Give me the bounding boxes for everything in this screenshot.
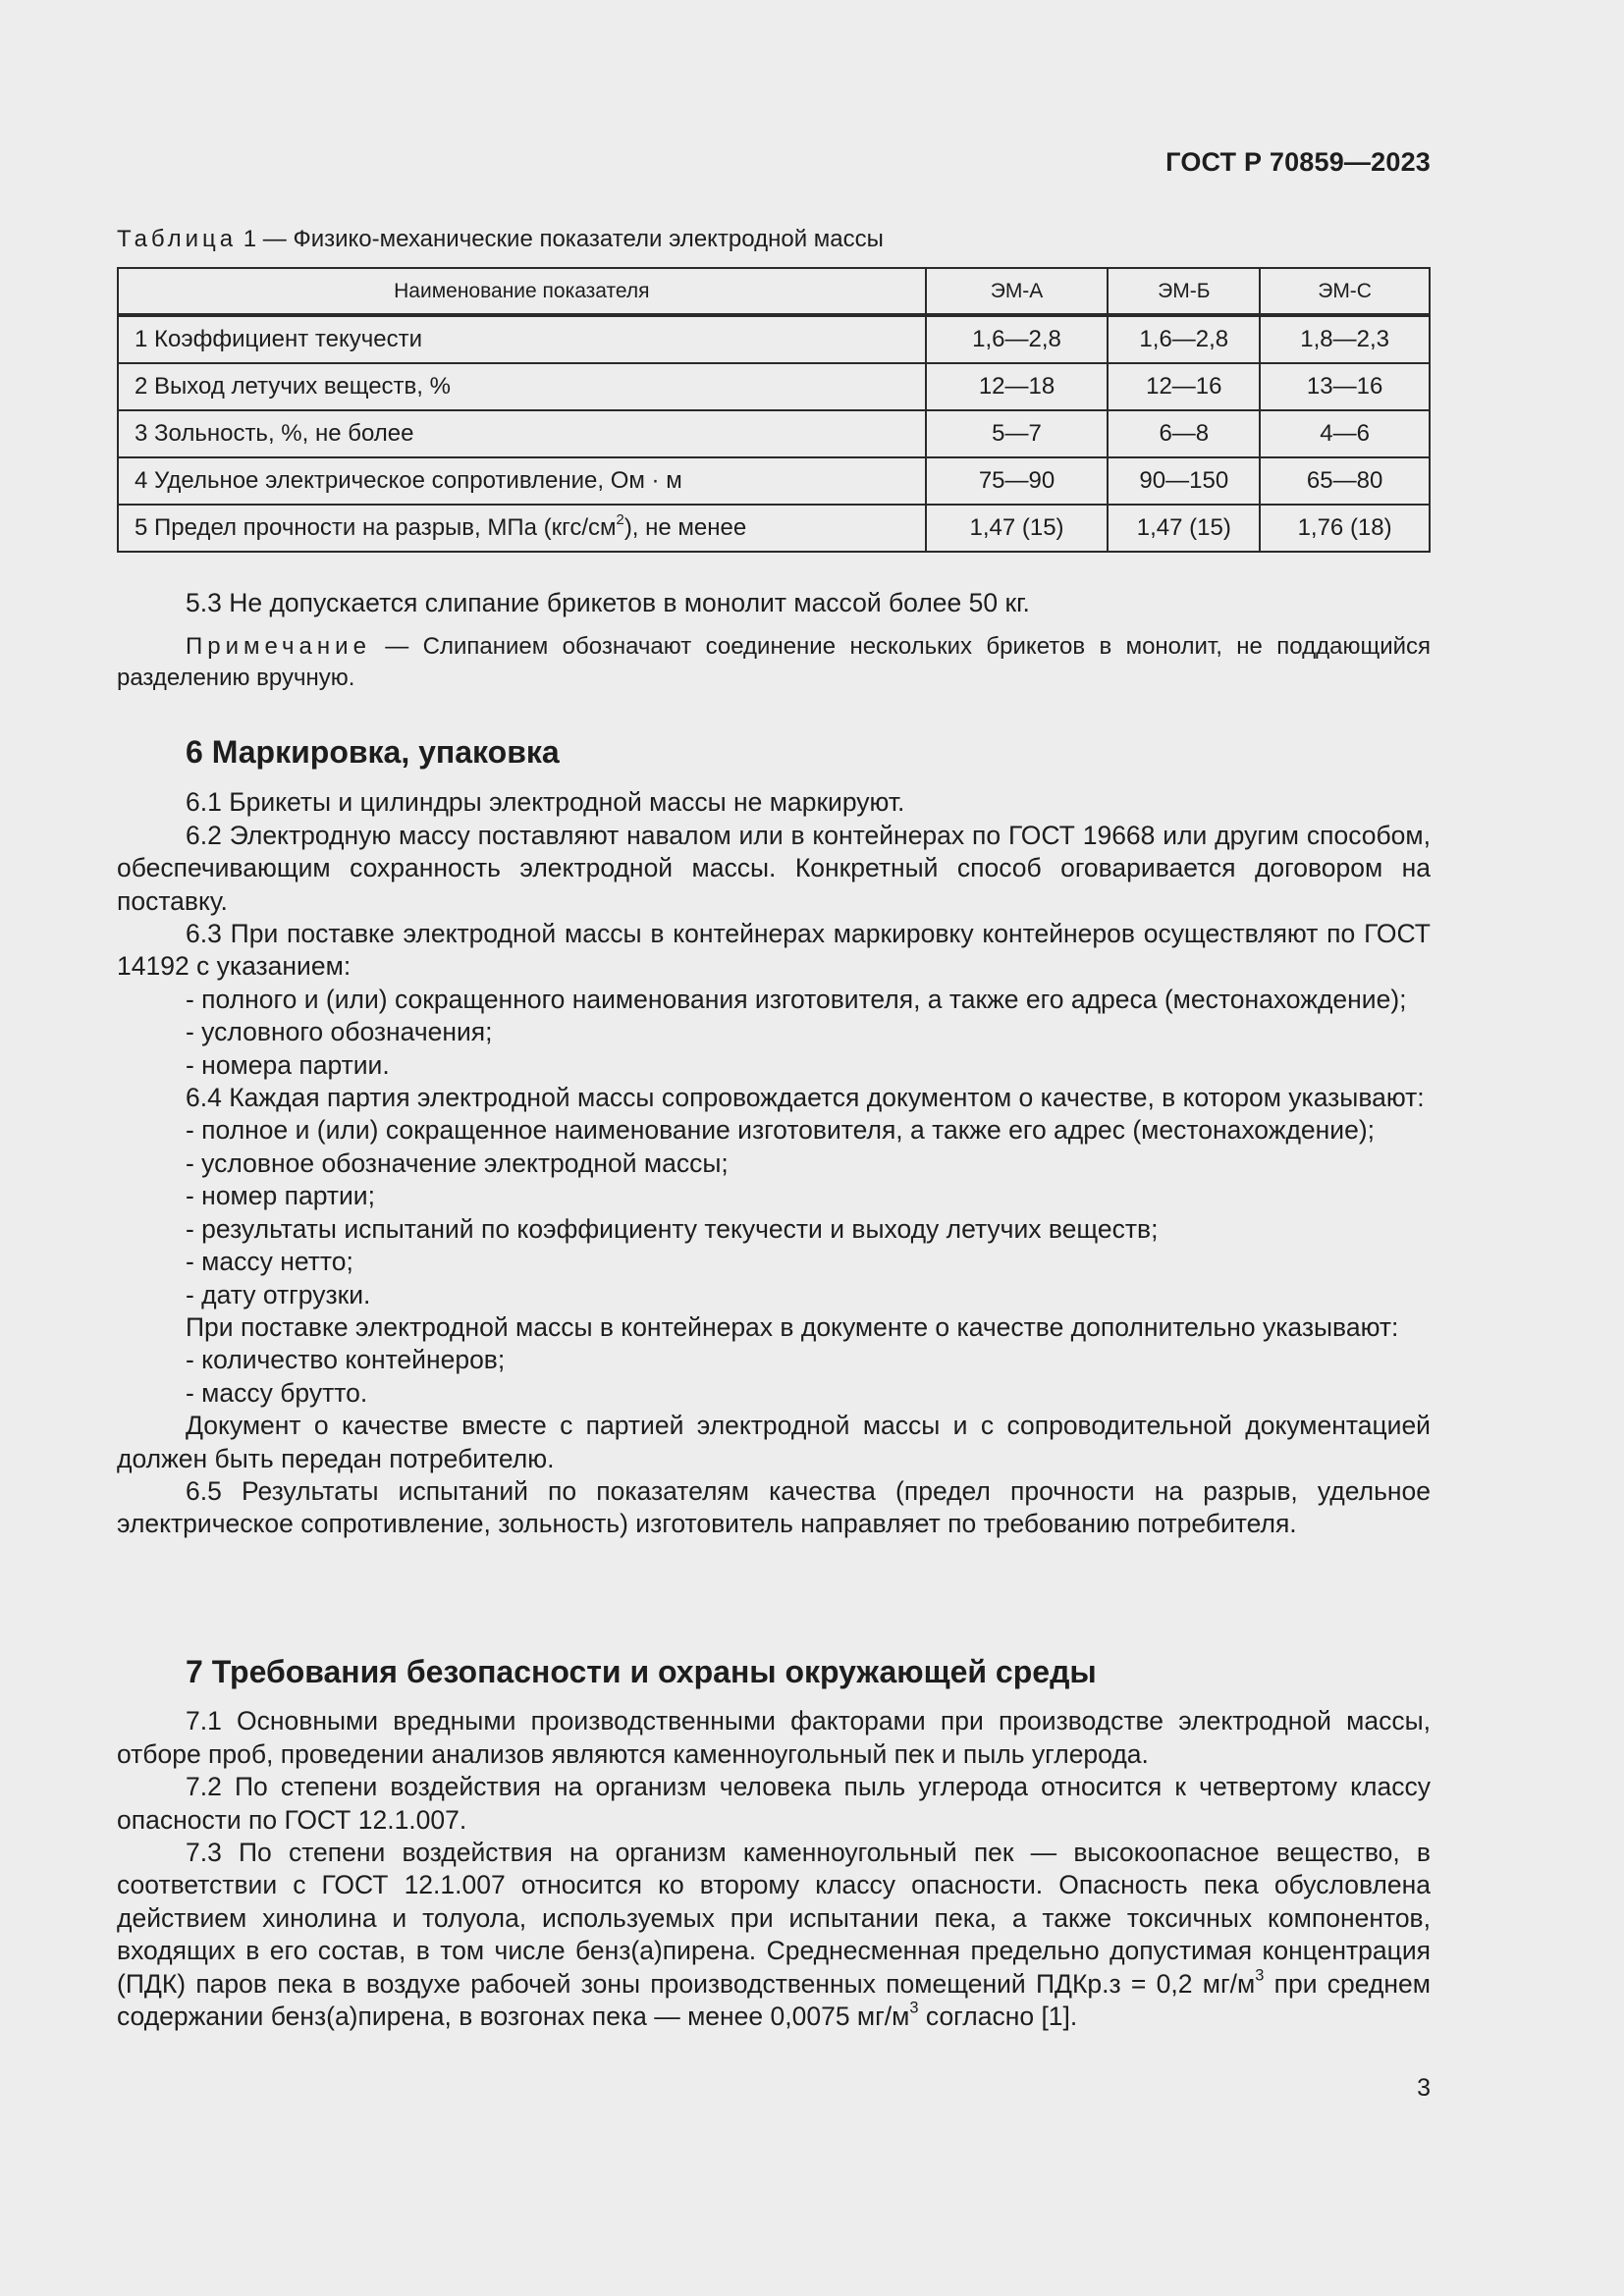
page-number: 3 xyxy=(1417,2074,1431,2102)
value-em-a: 1,6—2,8 xyxy=(926,315,1109,363)
section-6-title: 6 Маркировка, упаковка xyxy=(186,734,560,770)
section-6 xyxy=(117,736,1431,1541)
table-row xyxy=(118,505,1430,552)
value-em-c: 1,76 (18) xyxy=(1260,505,1430,552)
paragraph-6-1: 6.1 Брикеты и цилиндры электродной массы не маркируют. xyxy=(186,787,905,818)
table-row xyxy=(118,457,1430,505)
table-row xyxy=(118,363,1430,410)
list-item: - массу нетто; xyxy=(186,1247,353,1277)
column-header-em-b: ЭМ-Б xyxy=(1108,268,1260,315)
value-em-c: 13—16 xyxy=(1260,363,1430,410)
list-item: - условное обозначение электродной массы; xyxy=(186,1148,729,1178)
paragraph-7-3-text-end: согласно [1]. xyxy=(918,2002,1078,2032)
value-em-a: 1,47 (15) xyxy=(926,505,1109,552)
list-item: - номера партии. xyxy=(186,1049,390,1080)
note xyxy=(117,631,1431,694)
row-name-text-end: ), не менее xyxy=(623,514,747,541)
row-name xyxy=(118,505,926,552)
section-7-title: 7 Требования безопасности и охраны окружающей среды xyxy=(186,1654,1097,1689)
paragraph-6-2: 6.2 Электродную массу поставляют навалом или в контейнерах по ГОСТ 19668 или другим способом, обеспечивающим сохранность электродной массы. Конкретный способ оговаривается договором на поставку. xyxy=(117,820,1431,916)
superscript: 3 xyxy=(909,1999,919,2017)
list-item: - дату отгрузки. xyxy=(186,1279,371,1309)
value-em-b: 1,6—2,8 xyxy=(1108,315,1260,363)
list-item: - номер партии; xyxy=(186,1181,375,1211)
table-caption-prefix: Таблица xyxy=(117,226,238,252)
table-row xyxy=(118,410,1430,457)
list-item: - полное и (или) сокращенное наименование изготовителя, а также его адрес (местонахождение); xyxy=(186,1115,1376,1146)
paragraph-7-3-text-cont: при среднем содержании бенз(а)пирена, в возгонах пека — менее 0,0075 мг/м xyxy=(117,1968,1431,2032)
row-name: 3 Зольность, %, не более xyxy=(118,410,926,457)
value-em-b: 90—150 xyxy=(1108,457,1260,505)
row-name: 1 Коэффициент текучести xyxy=(118,315,926,363)
paragraph-6-3: 6.3 При поставке электродной массы в контейнерах маркировку контейнеров осуществляют по ГОСТ 14192 с указанием: xyxy=(117,919,1431,982)
paragraph-7-3-text: 7.3 По степени воздействия на организм каменноугольный пек — высокоопасное вещество, в соответствии с ГОСТ 12.1.007 относится ко второму классу опасности. Опасность пека обусловлена действием хинолина и толуола, используемых при испытании пека, а также токсичных компонентов, входящих в его состав, в том числе бенз(а)пирена. Среднесменная предельно допустимая концентрация (ПДК) паров пека в воздухе рабочей зоны производственных помещений ПДКр.з = 0,2 мг/м xyxy=(117,1838,1431,1999)
row-name: 4 Удельное электрическое сопротивление, Ом · м xyxy=(118,457,926,505)
list-item: - результаты испытаний по коэффициенту текучести и выходу летучих веществ; xyxy=(186,1213,1159,1244)
row-name-superscript: 2 xyxy=(616,511,624,528)
section-7 xyxy=(117,1656,1431,2033)
note-label: Примечание xyxy=(186,633,371,661)
paragraph-5-3: 5.3 Не допускается слипание брикетов в монолит массой более 50 кг. xyxy=(186,588,1030,617)
document-code: ГОСТ Р 70859—2023 xyxy=(1165,147,1431,177)
list-item: - массу брутто. xyxy=(186,1377,368,1408)
value-em-b: 12—16 xyxy=(1108,363,1260,410)
table-row xyxy=(118,315,1430,363)
paragraph-6-4-continued: При поставке электродной массы в контейнерах в документе о качестве дополнительно указывают: xyxy=(186,1311,1399,1342)
section-5-text xyxy=(117,587,1431,694)
paragraph-7-3 xyxy=(117,1837,1431,2033)
value-em-c: 4—6 xyxy=(1260,410,1430,457)
paragraph-7-2: 7.2 По степени воздействия на организм человека пыль углерода относится к четвертому классу опасности по ГОСТ 12.1.007. xyxy=(117,1772,1431,1835)
list-item: - количество контейнеров; xyxy=(186,1345,506,1375)
value-em-c: 65—80 xyxy=(1260,457,1430,505)
value-em-c: 1,8—2,3 xyxy=(1260,315,1430,363)
list-item: - условного обозначения; xyxy=(186,1017,493,1047)
value-em-a: 5—7 xyxy=(926,410,1109,457)
column-header-em-c: ЭМ-С xyxy=(1260,268,1430,315)
value-em-b: 1,47 (15) xyxy=(1108,505,1260,552)
value-em-b: 6—8 xyxy=(1108,410,1260,457)
table-header-row xyxy=(118,268,1430,315)
superscript: 3 xyxy=(1255,1966,1265,1985)
value-em-a: 12—18 xyxy=(926,363,1109,410)
value-em-a: 75—90 xyxy=(926,457,1109,505)
row-name: 2 Выход летучих веществ, % xyxy=(118,363,926,410)
note-text: — Слипанием обозначают соединение нескольких брикетов в монолит, не поддающийся разделению вручную. xyxy=(117,633,1431,692)
paragraph-6-5: 6.5 Результаты испытаний по показателям качества (предел прочности на разрыв, удельное электрическое сопротивление, зольность) изготовитель направляет по требованию потребителя. xyxy=(117,1475,1431,1539)
list-item: - полного и (или) сокращенного наименования изготовителя, а также его адреса (местонахождение); xyxy=(186,984,1407,1014)
table-caption-text: 1 — Физико-механические показатели электродной массы xyxy=(237,226,884,252)
table-caption xyxy=(117,226,884,253)
paragraph-7-1: 7.1 Основными вредными производственными факторами при производстве электродной массы, отборе проб, проведении анализов являются каменноугольный пек и пыль углерода. xyxy=(117,1706,1431,1769)
properties-table xyxy=(117,267,1431,553)
row-name-text: 5 Предел прочности на разрыв, МПа (кгс/см xyxy=(135,514,617,541)
paragraph-6-4-document: Документ о качестве вместе с партией электродной массы и с сопроводительной документацией должен быть передан потребителю. xyxy=(117,1411,1431,1473)
paragraph-6-4: 6.4 Каждая партия электродной массы сопровождается документом о качестве, в котором указывают: xyxy=(186,1083,1425,1113)
column-header-name: Наименование показателя xyxy=(118,268,926,315)
column-header-em-a: ЭМ-А xyxy=(926,268,1109,315)
